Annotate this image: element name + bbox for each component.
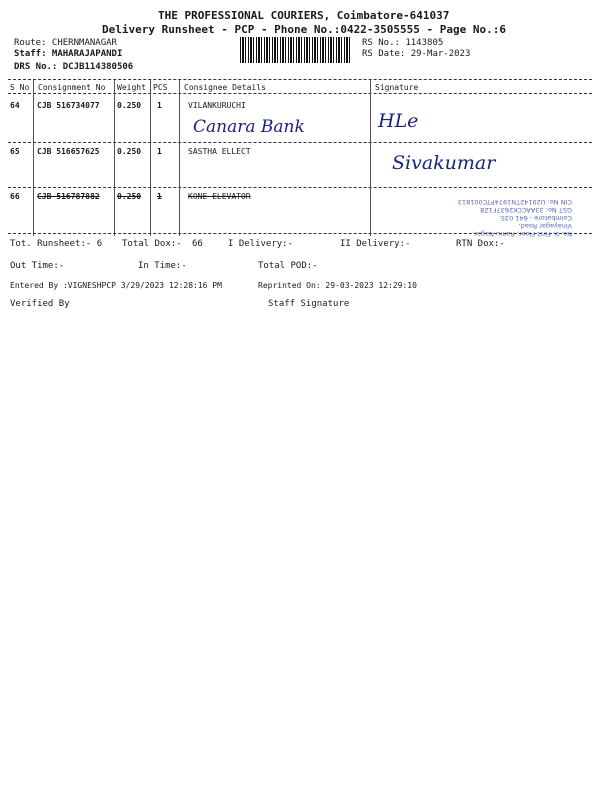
row-sno: 66 [10, 192, 20, 201]
row-pcs: 1 [157, 192, 162, 201]
reprinted-on: Reprinted On: 29-03-2023 12:29:10 [258, 281, 417, 290]
col-sno: S No [10, 83, 30, 92]
col-weight: Weight [117, 83, 146, 92]
row-consignee: VILANKURUCHI [188, 101, 246, 110]
handwritten-note: Canara Bank [193, 117, 305, 137]
col-divider [33, 80, 34, 236]
total-dox-label: Total Dox:- [122, 239, 182, 249]
out-time: Out Time:- [10, 261, 65, 271]
stamp-line: Coimbatore - 641 035. [498, 214, 572, 222]
header-bottom-rule [8, 93, 592, 94]
table-bottom-rule [8, 233, 592, 234]
row-consignment: CJB 516787882 [37, 192, 100, 201]
entered-by: Entered By :VIGNESHPCP 3/29/2023 12:28:16 PM [10, 281, 222, 290]
rtn-dox: RTN Dox:- [456, 239, 505, 249]
verified-by: Verified By [10, 299, 70, 309]
rs-date: RS Date: 29-Mar-2023 [362, 49, 471, 59]
row-consignee: KONE ELEVATOR [188, 192, 251, 201]
drs-label: DRS No.: DCJB114380506 [14, 62, 134, 72]
stamp-line: GST No: 33AACCK2637F1Z8 [480, 206, 572, 214]
row-consignment: CJB 516734077 [37, 101, 100, 110]
row-consignee: SASTHA ELLECT [188, 147, 251, 156]
staff-signature-label: Staff Signature [268, 299, 350, 309]
stamp-line: Vinayagar Road, [518, 222, 572, 230]
row-weight: 0.250 [117, 192, 142, 201]
runsheet-title: Delivery Runsheet - PCP - Phone No.:0422-3505555 - Page No.:6 [102, 23, 506, 36]
total-pod: Total POD:- [258, 261, 318, 271]
in-time: In Time:- [138, 261, 187, 271]
row-sno: 65 [10, 147, 20, 156]
handwritten-signature: HLe [378, 110, 419, 132]
row-weight: 0.250 [117, 147, 142, 156]
col-divider [179, 80, 180, 236]
ii-delivery: II Delivery:- [340, 239, 411, 249]
barcode [240, 37, 352, 63]
handwritten-signature: Sivakumar [392, 152, 496, 174]
row-consignment: CJB 516657625 [37, 147, 100, 156]
row-rule [8, 142, 592, 143]
col-divider [150, 80, 151, 236]
total-dox-value: 66 [192, 239, 203, 249]
company-stamp [396, 186, 572, 238]
col-divider [114, 80, 115, 236]
stamp-line: No. 9, First Floor, Ramu Nagar, [472, 230, 572, 238]
col-divider [370, 80, 371, 236]
rs-number: RS No.: 1143805 [362, 38, 444, 48]
col-pcs: PCS [153, 83, 168, 92]
tot-runsheet: Tot. Runsheet:- 6 [10, 239, 103, 249]
row-pcs: 1 [157, 147, 162, 156]
table-top-rule [8, 79, 592, 80]
staff-label: Staff: MAHARAJAPANDI [14, 49, 123, 59]
row-sno: 64 [10, 101, 20, 110]
company-title: THE PROFESSIONAL COURIERS, Coimbatore-641037 [158, 9, 450, 22]
row-pcs: 1 [157, 101, 162, 110]
col-consignment: Consignment No [38, 83, 106, 92]
i-delivery: I Delivery:- [228, 239, 294, 249]
col-consignee: Consignee Details [184, 83, 266, 92]
row-weight: 0.250 [117, 101, 142, 110]
col-signature: Signature [375, 83, 419, 92]
route-label: Route: CHERNMANAGAR [14, 38, 117, 48]
stamp-line: CIN No: U29142TN1974PTC001813 [457, 198, 572, 206]
